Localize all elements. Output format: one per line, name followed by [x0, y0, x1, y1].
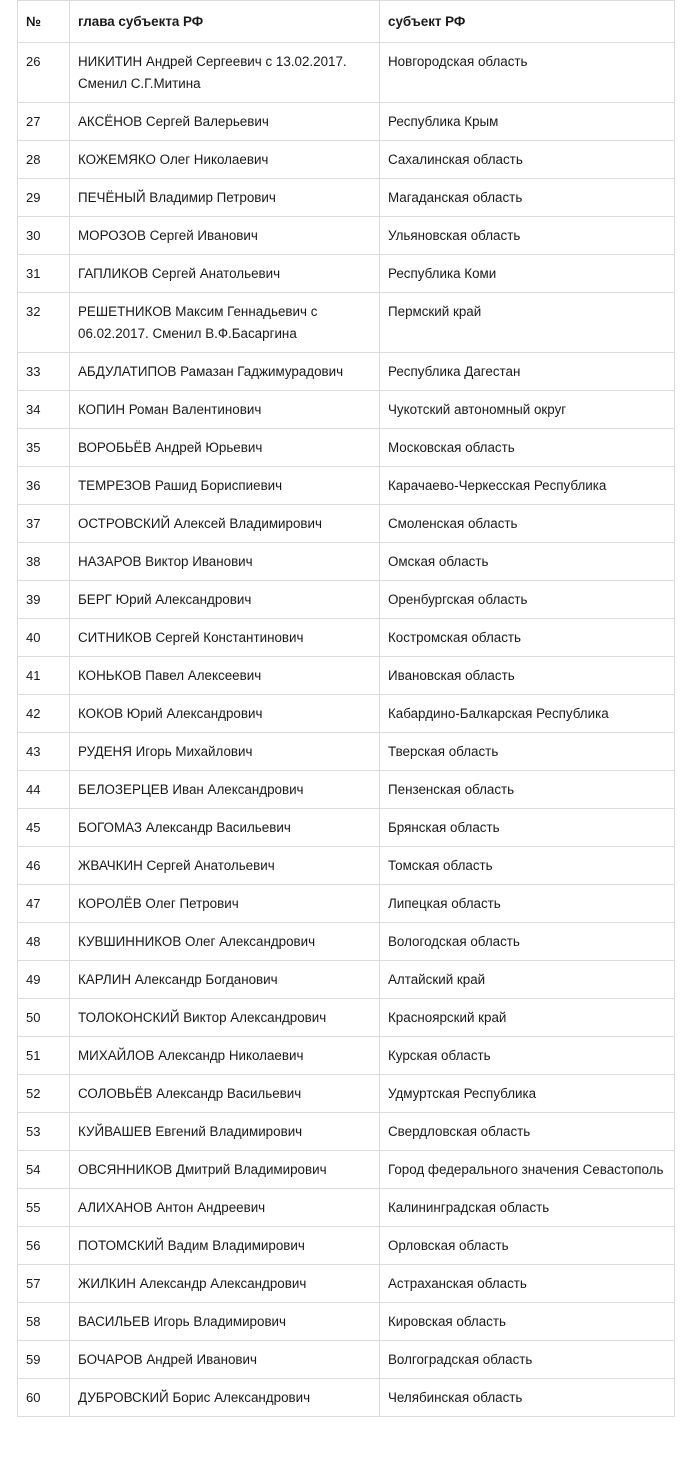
row-number: 59: [18, 1341, 70, 1379]
row-subject: Московская область: [380, 429, 675, 467]
row-number: 34: [18, 391, 70, 429]
row-head: НАЗАРОВ Виктор Иванович: [70, 543, 380, 581]
row-head: АЛИХАНОВ Антон Андреевич: [70, 1189, 380, 1227]
row-number: 37: [18, 505, 70, 543]
row-subject: Красноярский край: [380, 999, 675, 1037]
row-subject: Тверская область: [380, 733, 675, 771]
row-head: РУДЕНЯ Игорь Михайлович: [70, 733, 380, 771]
row-subject: Курская область: [380, 1037, 675, 1075]
row-number: 26: [18, 43, 70, 103]
row-head: ОВСЯННИКОВ Дмитрий Владимирович: [70, 1151, 380, 1189]
row-head: ТОЛОКОНСКИЙ Виктор Александрович: [70, 999, 380, 1037]
row-subject: Чукотский автономный округ: [380, 391, 675, 429]
row-head: КОКОВ Юрий Александрович: [70, 695, 380, 733]
row-number: 60: [18, 1379, 70, 1417]
row-number: 27: [18, 103, 70, 141]
row-subject: Республика Дагестан: [380, 353, 675, 391]
row-head: КОРОЛЁВ Олег Петрович: [70, 885, 380, 923]
row-number: 55: [18, 1189, 70, 1227]
row-subject: Алтайский край: [380, 961, 675, 999]
table-row: [18, 43, 675, 103]
row-head: ЖИЛКИН Александр Александрович: [70, 1265, 380, 1303]
row-subject: Пермский край: [380, 293, 675, 353]
row-head: АБДУЛАТИПОВ Рамазан Гаджимурадович: [70, 353, 380, 391]
row-head: КУВШИННИКОВ Олег Александрович: [70, 923, 380, 961]
row-number: 57: [18, 1265, 70, 1303]
table-row: [18, 1037, 675, 1075]
table-row: [18, 467, 675, 505]
table-row: [18, 293, 675, 353]
row-head: КАРЛИН Александр Богданович: [70, 961, 380, 999]
table-row: [18, 353, 675, 391]
row-head: БЕЛОЗЕРЦЕВ Иван Александрович: [70, 771, 380, 809]
header-subject: субъект РФ: [380, 1, 675, 43]
table-row: [18, 255, 675, 293]
row-head: БЕРГ Юрий Александрович: [70, 581, 380, 619]
row-head: РЕШЕТНИКОВ Максим Геннадьевич с 06.02.2017. Сменил В.Ф.Басаргина: [70, 293, 380, 353]
row-number: 36: [18, 467, 70, 505]
governors-table: [17, 0, 675, 1417]
row-head: СИТНИКОВ Сергей Константинович: [70, 619, 380, 657]
row-subject: Сахалинская область: [380, 141, 675, 179]
row-subject: Оренбургская область: [380, 581, 675, 619]
header-head: глава субъекта РФ: [70, 1, 380, 43]
table-row: [18, 1265, 675, 1303]
row-number: 42: [18, 695, 70, 733]
table-row: [18, 847, 675, 885]
row-subject: Челябинская область: [380, 1379, 675, 1417]
row-subject: Калининградская область: [380, 1189, 675, 1227]
row-head: ПЕЧЁНЫЙ Владимир Петрович: [70, 179, 380, 217]
row-head: АКСЁНОВ Сергей Валерьевич: [70, 103, 380, 141]
row-number: 39: [18, 581, 70, 619]
table-row: [18, 1151, 675, 1189]
row-number: 49: [18, 961, 70, 999]
row-number: 31: [18, 255, 70, 293]
row-number: 50: [18, 999, 70, 1037]
row-number: 51: [18, 1037, 70, 1075]
table-body: [18, 43, 675, 1417]
row-head: СОЛОВЬЁВ Александр Васильевич: [70, 1075, 380, 1113]
row-subject: Магаданская область: [380, 179, 675, 217]
table-row: [18, 543, 675, 581]
row-number: 29: [18, 179, 70, 217]
table-row: [18, 391, 675, 429]
table-row: [18, 695, 675, 733]
row-number: 38: [18, 543, 70, 581]
row-number: 46: [18, 847, 70, 885]
row-head: КОНЬКОВ Павел Алексеевич: [70, 657, 380, 695]
row-subject: Волгоградская область: [380, 1341, 675, 1379]
row-head: ВОРОБЬЁВ Андрей Юрьевич: [70, 429, 380, 467]
row-number: 43: [18, 733, 70, 771]
table-row: [18, 885, 675, 923]
row-head: МОРОЗОВ Сергей Иванович: [70, 217, 380, 255]
row-number: 28: [18, 141, 70, 179]
row-subject: Республика Коми: [380, 255, 675, 293]
row-subject: Омская область: [380, 543, 675, 581]
row-head: ОСТРОВСКИЙ Алексей Владимирович: [70, 505, 380, 543]
row-head: НИКИТИН Андрей Сергеевич с 13.02.2017. Сменил С.Г.Митина: [70, 43, 380, 103]
row-subject: Республика Крым: [380, 103, 675, 141]
row-number: 44: [18, 771, 70, 809]
row-head: КОЖЕМЯКО Олег Николаевич: [70, 141, 380, 179]
row-subject: Смоленская область: [380, 505, 675, 543]
row-number: 58: [18, 1303, 70, 1341]
row-number: 45: [18, 809, 70, 847]
row-head: ДУБРОВСКИЙ Борис Александрович: [70, 1379, 380, 1417]
table-row: [18, 733, 675, 771]
row-subject: Ульяновская область: [380, 217, 675, 255]
row-subject: Удмуртская Республика: [380, 1075, 675, 1113]
row-number: 53: [18, 1113, 70, 1151]
row-head: БОГОМАЗ Александр Васильевич: [70, 809, 380, 847]
table-row: [18, 103, 675, 141]
row-subject: Липецкая область: [380, 885, 675, 923]
row-head: КОПИН Роман Валентинович: [70, 391, 380, 429]
table-row: [18, 1303, 675, 1341]
table-row: [18, 1189, 675, 1227]
row-number: 52: [18, 1075, 70, 1113]
row-head: КУЙВАШЕВ Евгений Владимирович: [70, 1113, 380, 1151]
row-subject: Орловская область: [380, 1227, 675, 1265]
row-head: ЖВАЧКИН Сергей Анатольевич: [70, 847, 380, 885]
table-row: [18, 809, 675, 847]
row-head: ВАСИЛЬЕВ Игорь Владимирович: [70, 1303, 380, 1341]
table-row: [18, 429, 675, 467]
row-subject: Новгородская область: [380, 43, 675, 103]
table-row: [18, 141, 675, 179]
row-subject: Город федерального значения Севастополь: [380, 1151, 675, 1189]
row-number: 32: [18, 293, 70, 353]
row-subject: Томская область: [380, 847, 675, 885]
row-subject: Брянская область: [380, 809, 675, 847]
row-subject: Карачаево-Черкесская Республика: [380, 467, 675, 505]
table-row: [18, 1227, 675, 1265]
table-row: [18, 999, 675, 1037]
row-number: 35: [18, 429, 70, 467]
table-row: [18, 923, 675, 961]
row-subject: Ивановская область: [380, 657, 675, 695]
table-row: [18, 1341, 675, 1379]
table-header: [18, 1, 675, 43]
row-number: 54: [18, 1151, 70, 1189]
row-subject: Астраханская область: [380, 1265, 675, 1303]
row-subject: Кировская область: [380, 1303, 675, 1341]
row-head: ТЕМРЕЗОВ Рашид Бориспиевич: [70, 467, 380, 505]
row-number: 33: [18, 353, 70, 391]
header-number: №: [18, 1, 70, 43]
row-number: 48: [18, 923, 70, 961]
table-row: [18, 619, 675, 657]
row-number: 41: [18, 657, 70, 695]
table-row: [18, 1075, 675, 1113]
row-number: 47: [18, 885, 70, 923]
table-row: [18, 657, 675, 695]
row-head: БОЧАРОВ Андрей Иванович: [70, 1341, 380, 1379]
row-subject: Свердловская область: [380, 1113, 675, 1151]
table-row: [18, 1113, 675, 1151]
row-subject: Пензенская область: [380, 771, 675, 809]
row-head: ГАПЛИКОВ Сергей Анатольевич: [70, 255, 380, 293]
table-row: [18, 179, 675, 217]
header-row: [18, 1, 675, 43]
table-row: [18, 771, 675, 809]
table-row: [18, 961, 675, 999]
row-subject: Кабардино-Балкарская Республика: [380, 695, 675, 733]
row-subject: Вологодская область: [380, 923, 675, 961]
row-number: 56: [18, 1227, 70, 1265]
row-number: 40: [18, 619, 70, 657]
table-row: [18, 1379, 675, 1417]
row-head: ПОТОМСКИЙ Вадим Владимирович: [70, 1227, 380, 1265]
table-row: [18, 505, 675, 543]
row-subject: Костромская область: [380, 619, 675, 657]
table-row: [18, 217, 675, 255]
table-row: [18, 581, 675, 619]
row-number: 30: [18, 217, 70, 255]
row-head: МИХАЙЛОВ Александр Николаевич: [70, 1037, 380, 1075]
